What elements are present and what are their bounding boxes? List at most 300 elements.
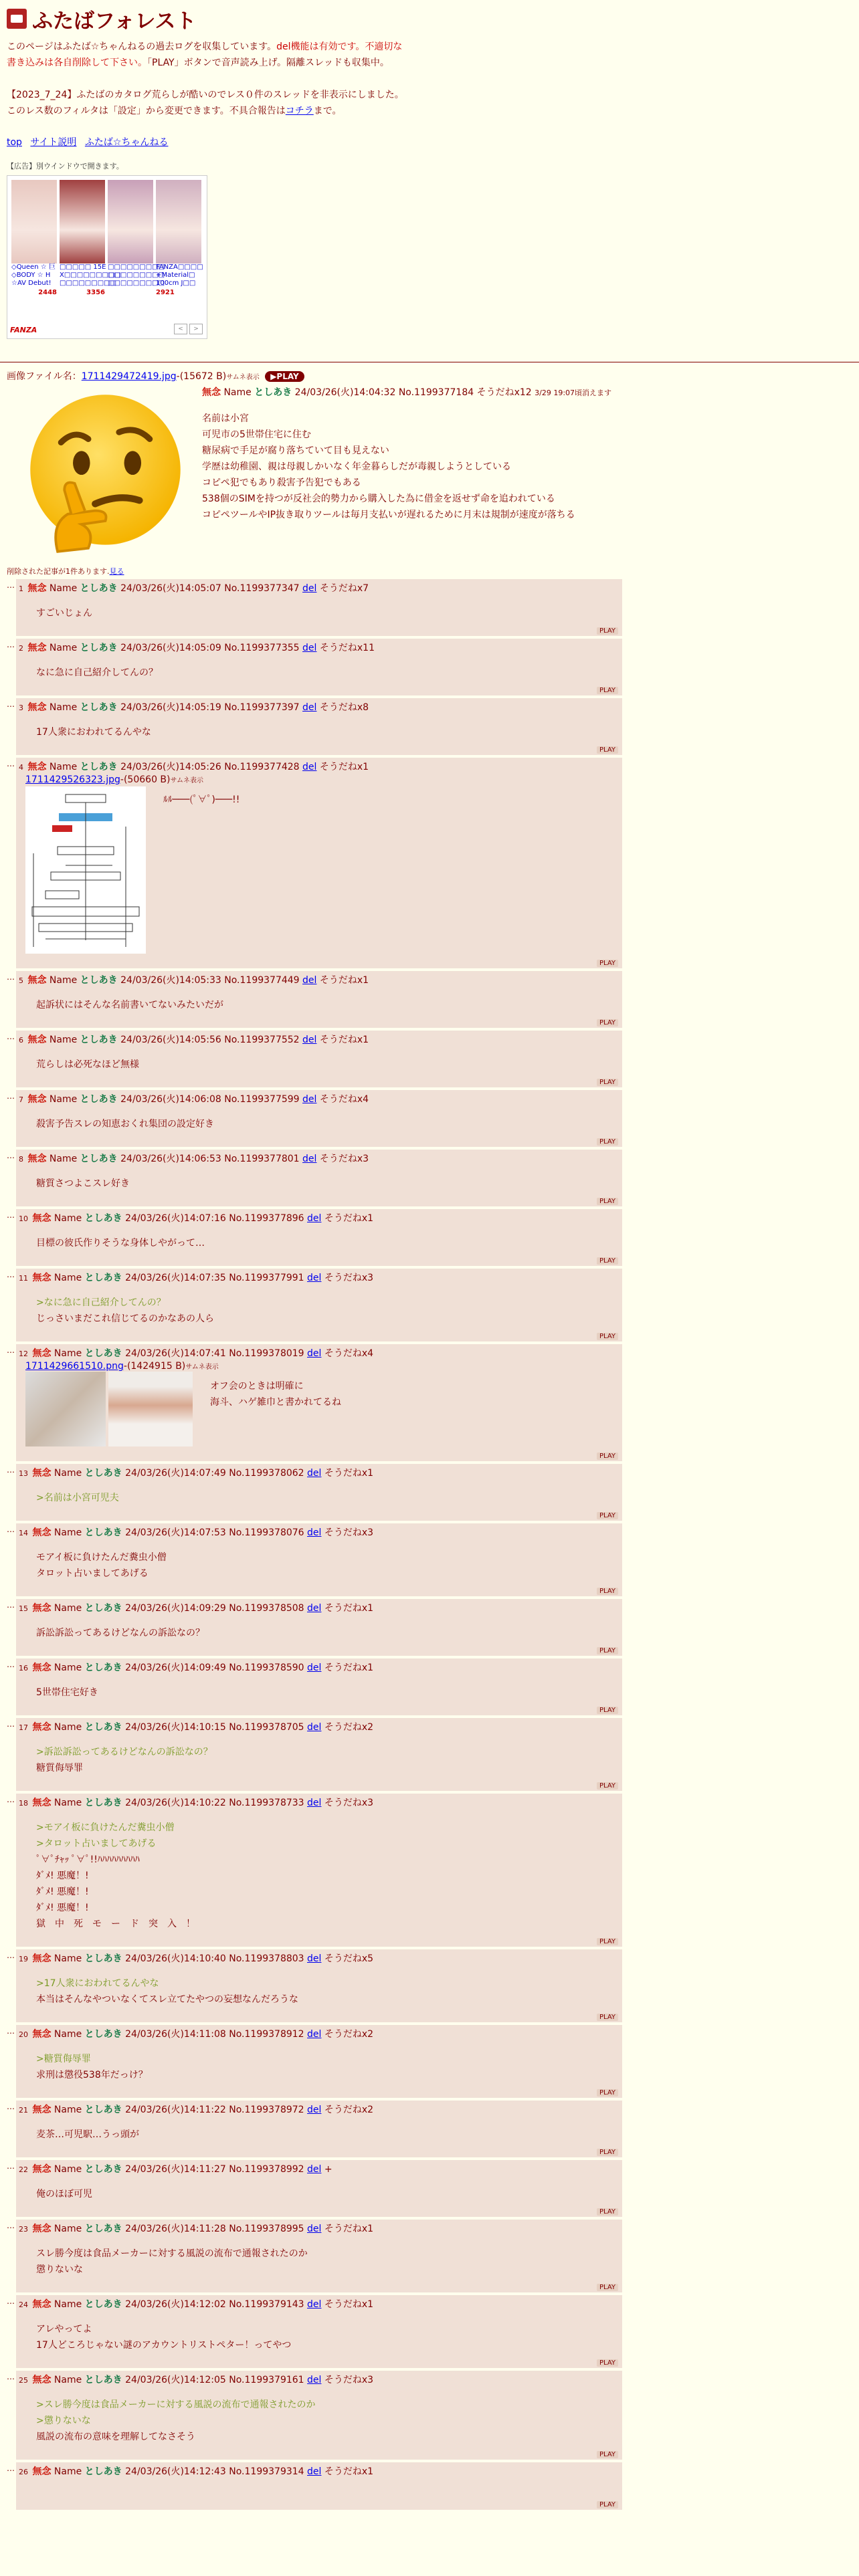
reply-menu-icon[interactable]: …	[7, 2221, 15, 2230]
reply-row	[7, 1031, 852, 1087]
reply-line: 求刑は懲役538年だっけ？	[36, 2070, 148, 2080]
reply-no: No.1199378733	[229, 1798, 304, 1808]
sodane-button[interactable]: そうだねx4	[324, 1348, 374, 1359]
op-name: としあき	[254, 387, 292, 398]
reply-menu-icon[interactable]: …	[7, 1032, 15, 1041]
reply-body	[36, 724, 618, 740]
del-link[interactable]: del	[307, 1603, 322, 1614]
reply-play-button[interactable]: PLAY	[597, 1707, 618, 1714]
reply-line: 獄 中 死 モ ー ド 突 入 ！	[36, 1919, 195, 1929]
top-link[interactable]: top	[7, 137, 22, 148]
reply-post	[16, 2220, 622, 2292]
op-expire: 3/29 19:07頃消えます	[535, 389, 612, 397]
del-link[interactable]: del	[307, 2466, 322, 2477]
intro-line-2a: 【2023_7_24】ふたばのカタログ荒らしが酷いのでレス０件のスレッドを非表示にしました。このレス数のフィルタは「設定」から変更できます。不具合報告は	[7, 90, 404, 116]
sodane-button[interactable]: そうだねx1	[319, 1035, 369, 1045]
ad-nav	[174, 324, 203, 334]
reply-name: としあき	[80, 702, 118, 713]
del-link[interactable]: del	[307, 1662, 322, 1673]
futaba-link[interactable]: ふたば☆ちゃんねる	[84, 137, 169, 148]
reply-play-button[interactable]: PLAY	[597, 1138, 618, 1146]
reply-line: ﾟ∀ﾟﾁｬｯ ﾟ∀ﾟ!!ﾊﾊﾊﾊﾊﾊﾊﾊﾊ	[36, 1854, 140, 1865]
ad-item-line: □□□□□ 15E	[60, 263, 106, 271]
op-sodane[interactable]: そうだねx12	[476, 387, 532, 398]
reply-name-label: Name	[49, 643, 78, 653]
reply-row	[7, 579, 852, 636]
reply-no: No.1199378992	[229, 2164, 304, 2175]
quote-line: >懲りないな	[36, 2416, 91, 2426]
sodane-button[interactable]: そうだねx1	[319, 975, 369, 986]
reply-menu-icon[interactable]: …	[7, 972, 15, 982]
op-file-size: -(15672 B)	[176, 371, 227, 382]
reply-line: 17人どころじゃない謎のアカウントリストペター！ってやつ	[36, 2340, 292, 2351]
sodane-button[interactable]: そうだねx2	[324, 1722, 374, 1733]
reply-datetime: 24/03/26(火)14:07:35	[125, 1273, 226, 1283]
quote-line: >糖質侮辱罪	[36, 2054, 91, 2064]
reply-line: 17人衆におわれてるんやな	[36, 727, 151, 738]
sodane-button[interactable]: そうだねx1	[324, 2224, 374, 2234]
ad-next-button[interactable]: >	[189, 324, 203, 334]
reply-name: としあき	[84, 1722, 122, 1733]
del-link[interactable]: del	[307, 2029, 322, 2040]
reply-post	[16, 698, 622, 755]
reply-subject: 無念	[32, 2029, 52, 2040]
reply-body	[36, 1820, 618, 1932]
reply-play-button[interactable]: PLAY	[597, 2451, 618, 2458]
quote-line: >なに急に自己紹介してんの？	[36, 1297, 166, 1308]
reply-body	[36, 1975, 618, 2008]
sodane-button[interactable]: そうだねx1	[324, 2299, 374, 2310]
reply-menu-icon[interactable]: …	[7, 759, 15, 768]
reply-header	[19, 2465, 618, 2479]
del-link[interactable]: del	[302, 643, 317, 653]
reply-name: としあき	[80, 975, 118, 986]
reply-no: No.1199378705	[229, 1722, 304, 1733]
reply-line: 本当はそんなやついなくてスレ立てたやつの妄想なんだろうな	[36, 1994, 298, 2005]
op-line: 学歴は幼稚園、親は母親しかいなく年金暮らしだが毒親しようとしている	[202, 461, 511, 472]
sodane-button[interactable]: そうだねx3	[324, 2375, 374, 2385]
reply-post	[16, 2462, 622, 2510]
reply-post	[16, 2295, 622, 2368]
sodane-button[interactable]: +	[324, 2164, 332, 2175]
reply-datetime: 24/03/26(火)14:07:49	[125, 1468, 226, 1479]
del-link[interactable]: del	[302, 1035, 317, 1045]
quote-line: >名前は小宮可児夫	[36, 1493, 119, 1503]
reply-line: すごいじょん	[36, 608, 92, 619]
reply-play-button[interactable]: PLAY	[597, 1333, 618, 1340]
ad-item-text[interactable]	[156, 263, 203, 289]
del-link[interactable]: del	[302, 1094, 317, 1105]
reply-datetime: 24/03/26(火)14:10:15	[125, 1722, 226, 1733]
reply-datetime: 24/03/26(火)14:12:43	[125, 2466, 226, 2477]
reply-menu-icon[interactable]: …	[7, 2464, 15, 2473]
del-link[interactable]: del	[307, 1273, 322, 1283]
reply-menu-icon[interactable]: …	[7, 1270, 15, 1279]
reply-datetime: 24/03/26(火)14:11:28	[125, 2224, 226, 2234]
reply-play-button[interactable]: PLAY	[597, 746, 618, 754]
reply-line: 糖質侮辱罪	[36, 1763, 83, 1774]
reply-row	[7, 971, 852, 1028]
del-link[interactable]: del	[307, 2224, 322, 2234]
reply-row	[7, 1794, 852, 1947]
reply-index: 8	[19, 1155, 23, 1164]
reply-index: 23	[19, 2225, 28, 2234]
reply-header	[19, 701, 618, 715]
reply-play-button[interactable]: PLAY	[597, 2359, 618, 2367]
reply-name: としあき	[84, 2224, 122, 2234]
reply-play-button[interactable]: PLAY	[597, 1647, 618, 1654]
reply-subject: 無念	[32, 1798, 52, 1808]
reply-no: No.1199378019	[229, 1348, 304, 1359]
reply-menu-icon[interactable]: …	[7, 2102, 15, 2111]
reply-subject: 無念	[27, 1035, 47, 1045]
sodane-button[interactable]: そうだねx3	[324, 1273, 374, 1283]
reply-header	[19, 2298, 618, 2312]
sodane-button[interactable]: そうだねx1	[324, 1662, 374, 1673]
reply-post	[16, 1269, 622, 1341]
reply-body	[36, 1685, 618, 1701]
ad-item-text[interactable]	[11, 263, 57, 289]
reply-body	[210, 1378, 341, 1410]
reply-name-label: Name	[54, 2105, 82, 2115]
reply-row	[7, 2101, 852, 2157]
op-post	[7, 383, 852, 563]
reply-name: としあき	[84, 1953, 122, 1964]
reply-menu-icon[interactable]: …	[7, 1525, 15, 1534]
ad-item-text[interactable]	[108, 263, 165, 289]
report-link[interactable]: コチラ	[285, 106, 314, 116]
ad-item[interactable]	[60, 180, 121, 296]
op-play-button[interactable]	[265, 371, 304, 382]
reply-subject: 無念	[27, 583, 47, 594]
reply-name-label: Name	[54, 1722, 82, 1733]
reply-line: 目標の彼氏作りそうな身体しやがって…	[36, 1238, 205, 1249]
sodane-button[interactable]: そうだねx8	[319, 702, 369, 713]
reply-menu-icon[interactable]: …	[7, 2161, 15, 2171]
reply-datetime: 24/03/26(火)14:05:26	[120, 762, 221, 772]
reply-name: としあき	[80, 583, 118, 594]
reply-no: No.1199377599	[224, 1094, 300, 1105]
reply-line: ﾙﾙ───(ﾟ∀ﾟ)───!!	[163, 794, 240, 805]
site-info-link[interactable]: サイト説明	[30, 137, 77, 148]
del-link[interactable]: del	[302, 583, 317, 594]
ad-thumbnail[interactable]	[11, 180, 57, 263]
reply-play-button[interactable]: PLAY	[597, 627, 618, 635]
ad-prev-button[interactable]: <	[174, 324, 187, 334]
flowchart-thumbnail[interactable]	[25, 786, 146, 954]
reply-body	[36, 2397, 618, 2445]
del-link[interactable]: del	[307, 1527, 322, 1538]
reply-play-button[interactable]: PLAY	[597, 960, 618, 967]
reply-line: ﾀﾞﾒ! 悪魔！!	[36, 1887, 89, 1897]
ad-thumbnail[interactable]	[156, 180, 201, 263]
reply-file-link[interactable]: 1711429526323.jpg	[25, 774, 120, 785]
reply-subject: 無念	[27, 762, 47, 772]
reply-header	[19, 1093, 618, 1107]
reply-play-button[interactable]: PLAY	[597, 687, 618, 694]
sodane-button[interactable]: そうだねx2	[324, 2029, 374, 2040]
reply-body	[163, 792, 240, 808]
reply-play-button[interactable]: PLAY	[597, 1453, 618, 1460]
reply-file-link[interactable]: 1711429661510.png	[25, 1361, 124, 1372]
reply-name-label: Name	[49, 762, 78, 772]
reply-menu-icon[interactable]: …	[7, 1210, 15, 1220]
reply-datetime: 24/03/26(火)14:05:19	[120, 702, 221, 713]
sodane-button[interactable]: そうだねx5	[324, 1953, 374, 1964]
del-link[interactable]: del	[302, 702, 317, 713]
reply-play-button[interactable]: PLAY	[597, 2501, 618, 2508]
reply-header	[19, 2163, 618, 2177]
reply-line: 訴訟訴訟ってあるけどなんの訴訟なの？	[36, 1628, 205, 1638]
ad-item[interactable]	[11, 180, 57, 296]
reply-row	[7, 1464, 852, 1521]
reply-row	[7, 1090, 852, 1147]
del-link[interactable]: del	[307, 1468, 322, 1479]
fanza-logo[interactable]: FANZA	[10, 326, 37, 334]
ad-item-count: 2921	[156, 289, 175, 296]
reply-play-button[interactable]: PLAY	[597, 1257, 618, 1265]
reply-body	[36, 1235, 618, 1251]
quote-line: >17人衆におわれてるんやな	[36, 1978, 159, 1989]
reply-subject: 無念	[32, 2224, 52, 2234]
del-link[interactable]: del	[302, 762, 317, 772]
ad-item-text[interactable]	[60, 263, 121, 289]
reply-index: 13	[19, 1469, 28, 1478]
reply-play-button[interactable]: PLAY	[597, 2208, 618, 2216]
reply-header	[19, 1796, 618, 1810]
reply-menu-icon[interactable]: …	[7, 700, 15, 709]
reply-subject: 無念	[27, 702, 47, 713]
thumbnail-right	[108, 1372, 193, 1446]
del-link[interactable]: del	[307, 1348, 322, 1359]
reply-header	[19, 1212, 618, 1226]
ad-item-line: □□□□□□□□□	[60, 280, 117, 287]
reply-body	[36, 2127, 618, 2143]
sodane-button[interactable]: そうだねx1	[324, 1603, 374, 1614]
ad-item-line: FANZA□□□□	[156, 263, 203, 271]
reply-line: 麦茶…可児駅…うっ頭が	[36, 2129, 139, 2140]
reply-header	[19, 1033, 618, 1047]
reply-menu-icon[interactable]: …	[7, 2026, 15, 2036]
del-link[interactable]: del	[307, 2375, 322, 2385]
reply-post	[16, 1599, 622, 1656]
ad-banner[interactable]	[7, 175, 207, 339]
reply-line: 風説の流布の意味を理解してなさそう	[36, 2432, 195, 2442]
ad-item[interactable]	[156, 180, 203, 296]
del-link[interactable]: del	[307, 2299, 322, 2310]
reply-menu-icon[interactable]: …	[7, 1091, 15, 1101]
reply-index: 25	[19, 2376, 28, 2385]
reply-subject: 無念	[32, 2105, 52, 2115]
reply-datetime: 24/03/26(火)14:09:49	[125, 1662, 226, 1673]
reply-file-line	[25, 1361, 618, 1372]
reply-post	[16, 1523, 622, 1596]
reply-line: 俺のほぼ可児	[36, 2189, 92, 2199]
op-body-text	[202, 411, 577, 523]
del-link[interactable]: del	[302, 1154, 317, 1164]
photo-thumbnail[interactable]	[25, 1372, 193, 1446]
del-link[interactable]: del	[307, 1722, 322, 1733]
sodane-button[interactable]: そうだねx1	[324, 1468, 374, 1479]
reply-menu-icon[interactable]: …	[7, 2296, 15, 2306]
thinking-face-icon[interactable]	[20, 388, 191, 558]
reply-row	[7, 1949, 852, 2022]
reply-name: としあき	[80, 1094, 118, 1105]
deleted-notice	[7, 566, 852, 576]
reply-header	[19, 2028, 618, 2042]
reply-name: としあき	[84, 1662, 122, 1673]
sodane-button[interactable]: そうだねx1	[324, 1213, 374, 1224]
reply-menu-icon[interactable]: …	[7, 1465, 15, 1475]
reply-menu-icon[interactable]: …	[7, 1719, 15, 1729]
reply-name: としあき	[84, 1273, 122, 1283]
reply-play-button[interactable]: PLAY	[597, 1079, 618, 1086]
reply-name: としあき	[84, 1603, 122, 1614]
del-link[interactable]: del	[307, 2105, 322, 2115]
reply-body	[36, 2321, 618, 2353]
reply-row	[7, 2295, 852, 2368]
sodane-button[interactable]: そうだねx7	[319, 583, 369, 594]
sodane-button[interactable]: そうだねx3	[324, 1527, 374, 1538]
reply-no: No.1199377801	[224, 1154, 300, 1164]
reply-play-button[interactable]: PLAY	[597, 1019, 618, 1027]
reply-no: No.1199378995	[229, 2224, 304, 2234]
del-link[interactable]: del	[307, 1953, 322, 1964]
op-line: 糖尿病で手足が腐り落ちていて目も見えない	[202, 445, 389, 456]
reply-datetime: 24/03/26(火)14:10:40	[125, 1953, 226, 1964]
reply-row	[7, 1209, 852, 1266]
reply-menu-icon[interactable]: …	[7, 2372, 15, 2381]
reply-datetime: 24/03/26(火)14:05:56	[120, 1035, 221, 1045]
reply-play-button[interactable]: PLAY	[597, 2284, 618, 2291]
reply-play-button[interactable]: PLAY	[597, 1588, 618, 1595]
reply-subject: 無念	[32, 1348, 52, 1359]
reply-menu-icon[interactable]: …	[7, 1795, 15, 1804]
del-link[interactable]: del	[307, 1798, 322, 1808]
top-links	[7, 135, 852, 148]
reply-index: 3	[19, 704, 23, 712]
op-no: No.1199377184	[398, 387, 474, 398]
reply-name: としあき	[80, 1154, 118, 1164]
reply-row	[7, 1718, 852, 1791]
reply-menu-icon[interactable]: …	[7, 1660, 15, 1669]
reply-no: No.1199378590	[229, 1662, 304, 1673]
op-file-link[interactable]: 1711429472419.jpg	[81, 371, 177, 382]
reply-name-label: Name	[54, 1953, 82, 1964]
reply-body	[36, 1057, 618, 1073]
reply-menu-icon[interactable]: …	[7, 1951, 15, 1960]
del-link[interactable]: del	[307, 1213, 322, 1224]
sodane-button[interactable]: そうだねx1	[319, 762, 369, 772]
reply-body	[36, 1490, 618, 1506]
sodane-button[interactable]: そうだねx4	[319, 1094, 369, 1105]
reply-name-label: Name	[54, 1798, 82, 1808]
reply-header	[19, 2373, 618, 2387]
op-line: 可児市の5世帯住宅に住む	[202, 429, 311, 440]
reply-post	[16, 1150, 622, 1206]
reply-no: No.1199377428	[224, 762, 300, 772]
reply-row	[7, 2371, 852, 2460]
reply-name: としあき	[80, 643, 118, 653]
deleted-view-link[interactable]: 見る	[109, 567, 124, 576]
reply-index: 18	[19, 1799, 28, 1808]
reply-menu-icon[interactable]: …	[7, 640, 15, 649]
reply-subject: 無念	[32, 2299, 52, 2310]
reply-index: 11	[19, 1274, 28, 1283]
ad-thumbnail[interactable]	[60, 180, 105, 263]
reply-no: No.1199378508	[229, 1603, 304, 1614]
ad-item[interactable]	[108, 180, 165, 289]
reply-name: としあき	[80, 1035, 118, 1045]
reply-line: 5世帯住宅好き	[36, 1687, 98, 1698]
reply-play-button[interactable]: PLAY	[597, 2089, 618, 2097]
reply-index: 10	[19, 1214, 28, 1223]
reply-play-button[interactable]: PLAY	[597, 1512, 618, 1519]
reply-menu-icon[interactable]: …	[7, 1151, 15, 1160]
reply-name-label: Name	[54, 1603, 82, 1614]
reply-line: 糖質さつよこスレ好き	[36, 1178, 130, 1189]
reply-name-label: Name	[54, 2224, 82, 2234]
reply-index: 12	[19, 1350, 28, 1358]
sodane-button[interactable]: そうだねx2	[324, 2105, 374, 2115]
reply-row	[7, 1658, 852, 1715]
reply-line: オフ会のときは明確に	[210, 1381, 304, 1392]
reply-index: 2	[19, 644, 23, 653]
reply-post	[16, 758, 622, 968]
sodane-button[interactable]: そうだねx3	[324, 1798, 374, 1808]
del-link[interactable]: del	[307, 2164, 322, 2175]
sodane-button[interactable]: そうだねx11	[319, 643, 375, 653]
op-thumb-note: サムネ表示	[226, 374, 260, 381]
reply-post	[16, 579, 622, 636]
reply-menu-icon[interactable]: …	[7, 580, 15, 590]
reply-play-button[interactable]: PLAY	[597, 1782, 618, 1790]
reply-play-button[interactable]: PLAY	[597, 2014, 618, 2021]
intro-line-1a: このページはふたば☆ちゃんねるの過去ログを収集しています。	[7, 41, 277, 52]
op-line: コピペツールやIP抜き取りツールは毎月支払いが遅れるために月末は規制が速度が落ちる	[202, 510, 575, 520]
reply-subject: 無念	[32, 1722, 52, 1733]
quote-line: >訴訟訴訟ってあるけどなんの訴訟なの？	[36, 1747, 213, 1757]
reply-play-button[interactable]: PLAY	[597, 1938, 618, 1945]
futaba-logo-icon[interactable]	[7, 9, 27, 29]
reply-menu-icon[interactable]: …	[7, 1346, 15, 1355]
reply-name: としあき	[84, 1798, 122, 1808]
reply-name-label: Name	[54, 1662, 82, 1673]
reply-name: としあき	[80, 762, 118, 772]
reply-line: モアイ板に負けたんだ糞虫小僧	[36, 1552, 167, 1563]
sodane-button[interactable]: そうだねx1	[324, 2466, 374, 2477]
reply-subject: 無念	[32, 2375, 52, 2385]
reply-menu-icon[interactable]: …	[7, 1600, 15, 1610]
reply-play-button[interactable]: PLAY	[597, 1198, 618, 1205]
reply-index: 26	[19, 2468, 28, 2476]
reply-name: としあき	[84, 2105, 122, 2115]
del-link[interactable]: del	[302, 975, 317, 986]
sodane-button[interactable]: そうだねx3	[319, 1154, 369, 1164]
quote-line: >スレ勝今度は食品メーカーに対する風説の流布で通報されたのか	[36, 2399, 316, 2410]
reply-datetime: 24/03/26(火)14:11:22	[125, 2105, 226, 2115]
reply-body	[36, 2488, 618, 2495]
reply-name-label: Name	[54, 1527, 82, 1538]
op-line: コピペ犯でもあり殺害予告犯でもある	[202, 477, 361, 488]
reply-play-button[interactable]: PLAY	[597, 2149, 618, 2156]
ad-thumbnail[interactable]	[108, 180, 153, 263]
reply-file-line	[25, 774, 618, 785]
reply-index: 21	[19, 2106, 28, 2115]
reply-name-label: Name	[54, 2299, 82, 2310]
reply-datetime: 24/03/26(火)14:05:07	[120, 583, 221, 594]
reply-subject: 無念	[32, 2466, 52, 2477]
